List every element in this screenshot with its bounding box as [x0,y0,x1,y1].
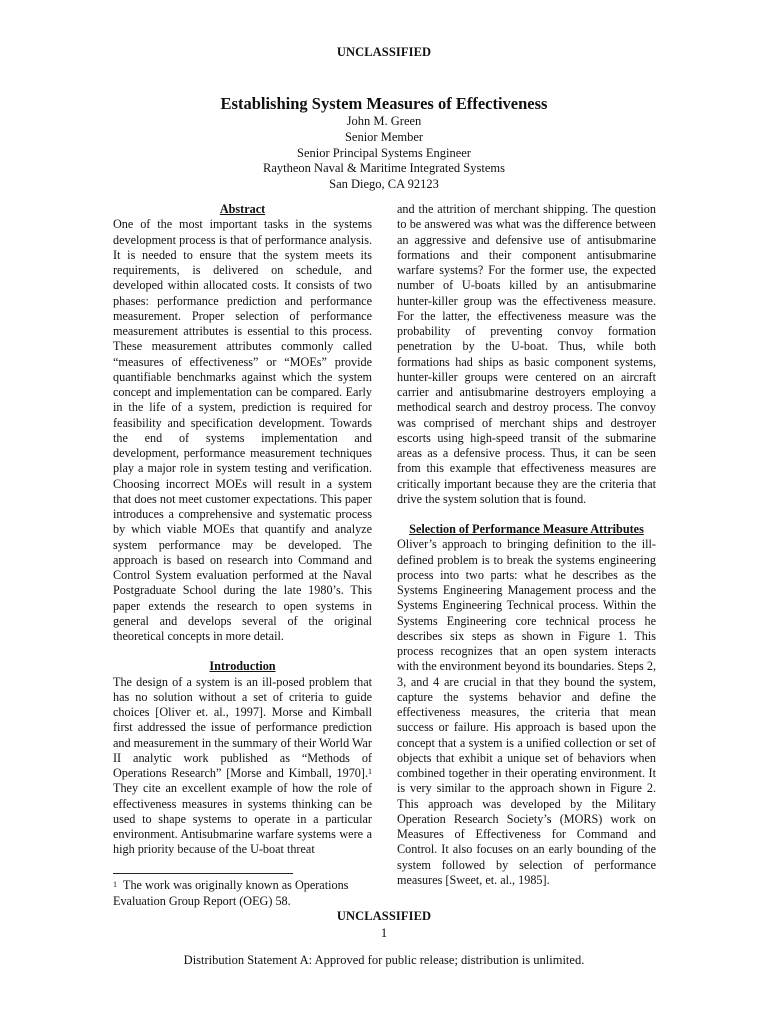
author-name: John M. Green [346,114,422,128]
abstract-heading: Abstract [219,202,266,216]
introduction-paragraph [113,675,372,858]
introduction-text-part2: They cite an excellent example of how the role of effectiveness measures in systems thinking can be used to shape systems to operate in a particular environment. Antisubmarine warfare systems were a high priority because of the U-boat threat [113,781,372,857]
footnote-number: 1 [113,880,117,889]
footnote-reference[interactable]: 1 [368,767,372,776]
footnote-rule [113,873,293,874]
right-column [397,202,656,888]
author-grade: Senior Member [344,129,424,144]
author-organization: Raytheon Naval & Maritime Integrated Systems [263,161,505,176]
introduction-text-part1: The design of a system is an ill-posed problem that has no solution without a set of criteria to guide choices [Oliver et. al., 1997]. Morse and Kimball first addressed the issue of performance prediction and measurement in the summary of their World War II analytic work published as “Methods of Operations Research” [Morse and Kimball, 1970]. [113,674,372,780]
author-location: San Diego, CA 92123 [329,177,439,192]
page-number: 1 [380,925,388,940]
title-block [0,94,768,193]
selection-heading: Selection of Performance Measure Attributes [409,522,644,536]
distribution-statement: Distribution Statement A: Approved for public release; distribution is unlimited. [183,953,585,967]
abstract-text: One of the most important tasks in the systems development process is that of performance analysis. It is needed to ensure that the system meets its requirements, is delivered on schedule, and developed within allocated costs. It consists of two phases: performance prediction and performance measurement. Proper selection of performance measurement attributes is essential to this process. These measurement attributes commonly called “measures of effectiveness” or “MOEs” provide quantifiable benchmarks against which the system concept and implementation can be compared. Early in the life of a system, prediction is required for feasibility and specification development. Towards the end of systems implementation and development, performance measurement techniques play a major role in system testing and verification. Choosing incorrect MOEs will result in a system that does not meet customer expectations. This paper introduces a comprehensive and systematic process by which viable MOEs that quantify and analyze system performance may be developed. The approach is based on research into Command and Control System evaluation performed at the Naval Postgraduate School during the late 1980’s. This paper extends the research to open systems in general and develops several of the original theoretical concepts in more detail. [113,217,372,643]
left-column [113,202,372,858]
introduction-heading: Introduction [209,659,276,674]
footnote [113,878,372,909]
paper-title: Establishing System Measures of Effectiveness [220,94,548,113]
selection-text: Oliver’s approach to bringing definition to the ill-defined problem is to break the systems engineering process into two parts: what he describes as the Systems Engineering Management process and the Systems Engineering Technical process. Within the Systems Engineering core technical process he describes six steps as shown in Figure 1. This process recognizes that an open system interacts with the environment beyond its boundaries. Steps 2, 3, and 4 are crucial in that they bound the system, capture the systems behavior and define the effectiveness measures, the criteria that mean success or failure. His approach is based upon the concept that a system is a unified collection or set of objects that exhibit a unique set of behaviors when combined together in their operating environment. It is very similar to the approach shown in Figure 2. This approach was developed by the Military Operation Research Society’s (MORS) work on Measures of Effectiveness for Command and Control. It also focuses on an early bounding of the system followed by selection of performance measures [Sweet, et. al., 1985]. [397,537,656,887]
author-position: Senior Principal Systems Engineer [297,145,471,160]
footnote-text: The work was originally known as Operations Evaluation Group Report (OEG) 58. [113,878,349,908]
header-classification: UNCLASSIFIED [336,45,432,59]
footer-classification: UNCLASSIFIED [336,909,432,923]
introduction-continuation: and the attrition of merchant shipping. The question to be answered was what was the difference between an aggressive and defensive use of antisubmarine formations and their component antisubmarine warfare systems? For the former use, the expected number of U-boats killed by an antisubmarine hunter-killer group was the effectiveness measure. For the latter, the effectiveness measure was the probability of preventing convoy formation penetration by the U-boat. Thus, while both formations had ships as basic component systems, hunter-killer groups were centered on an aircraft carrier and antisubmarine destroyers employing a methodical search and destroy process. The convoy was comprised of merchant ships and destroyer escorts using high-speed transit of the submarine areas as a defensive process. Thus, it can be seen from this example that effectiveness measures are critically important because they are the criteria that drive the system solution that is found. [397,202,656,506]
